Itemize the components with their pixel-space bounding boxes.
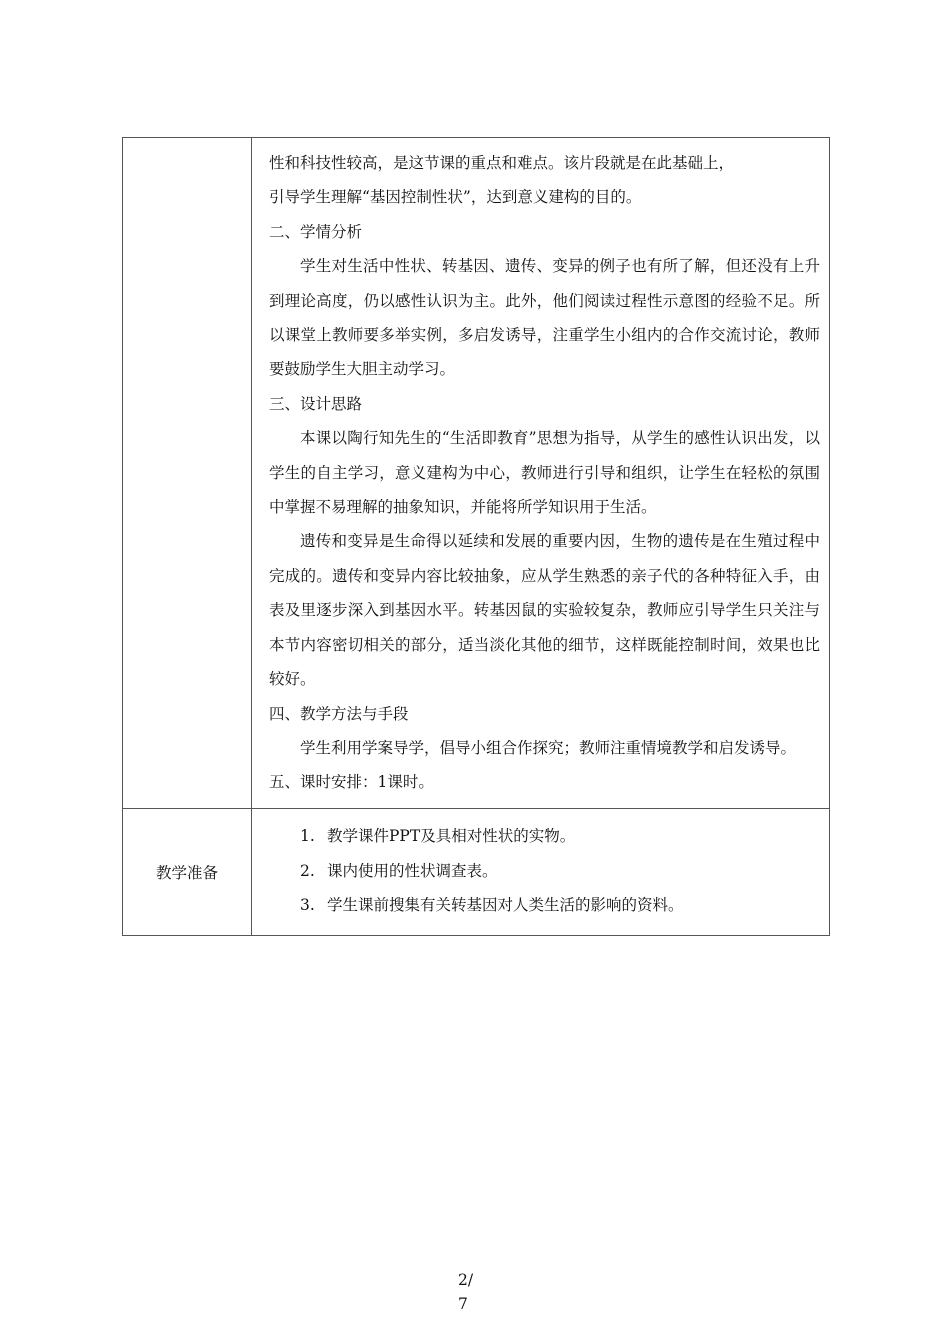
paragraph: 本课以陶行知先生的“生活即教育”思想为指导，从学生的感性认识出发，以学生的自主学习，意义建构为中心，教师进行引导和组织，让学生在轻松的氛围中掌握不易理解的抽象知识，并能将所学知识用于生活。 xyxy=(269,429,820,517)
paragraph: 学生对生活中性状、转基因、遗传、变异的例子也有所了解，但还没有上升到理论高度，仍以感性认识为主。此外，他们阅读过程性示意图的经验不足。所以课堂上教师要多举实例，多启发诱导，注重学生小组内的合作交流讨论，教师要鼓励学生大胆主动学习。 xyxy=(269,257,820,379)
list-text: 课内使用的性状调查表。 xyxy=(327,861,498,880)
section-heading: 五、课时安排：1课时。 xyxy=(269,773,434,792)
paragraph: 引导学生理解“基因控制性状”，达到意义建构的目的。 xyxy=(269,188,642,207)
list-item xyxy=(300,819,820,854)
section-heading: 二、学情分析 xyxy=(269,222,363,241)
page-number xyxy=(458,1268,488,1316)
page-number-current: 2/ xyxy=(458,1271,474,1289)
preparation-label-cell xyxy=(123,808,252,935)
paragraph: 学生利用学案导学，倡导小组合作探究；教师注重情境教学和启发诱导。 xyxy=(300,738,797,757)
list-number: 2. xyxy=(300,861,315,880)
design-label-cell xyxy=(123,138,252,809)
design-content-cell xyxy=(252,138,830,809)
preparation-label: 教学准备 xyxy=(155,863,218,882)
preparation-content-cell xyxy=(252,808,830,935)
paragraph: 性和科技性较高，是这节课的重点和难点。该片段就是在此基础上， xyxy=(269,154,735,172)
lesson-plan-table xyxy=(122,137,830,936)
preparation-row xyxy=(123,808,830,935)
paragraph: 遗传和变异是生命得以延续和发展的重要内因，生物的遗传是在生殖过程中完成的。遗传和变异内容比较抽象，应从学生熟悉的亲子代的各种特征入手，由表及里逐步深入到基因水平。转基因鼠的实验较复杂，教师应引导学生只关注与本节内容密切相关的部分，适当淡化其他的细节，这样既能控制时间，效果也比较好。 xyxy=(269,532,820,689)
design-row xyxy=(123,138,830,809)
list-number: 3. xyxy=(300,896,315,915)
list-item xyxy=(300,854,820,889)
list-text: 学生课前搜集有关转基因对人类生活的影响的资料。 xyxy=(327,896,684,915)
page-number-total: 7 xyxy=(458,1295,468,1313)
list-item xyxy=(300,888,820,923)
list-number: 1. xyxy=(300,826,315,845)
section-heading: 三、设计思路 xyxy=(269,394,363,413)
list-text: 教学课件PPT及具相对性状的实物。 xyxy=(327,826,576,845)
preparation-list xyxy=(300,819,820,923)
section-heading: 四、教学方法与手段 xyxy=(269,704,409,723)
